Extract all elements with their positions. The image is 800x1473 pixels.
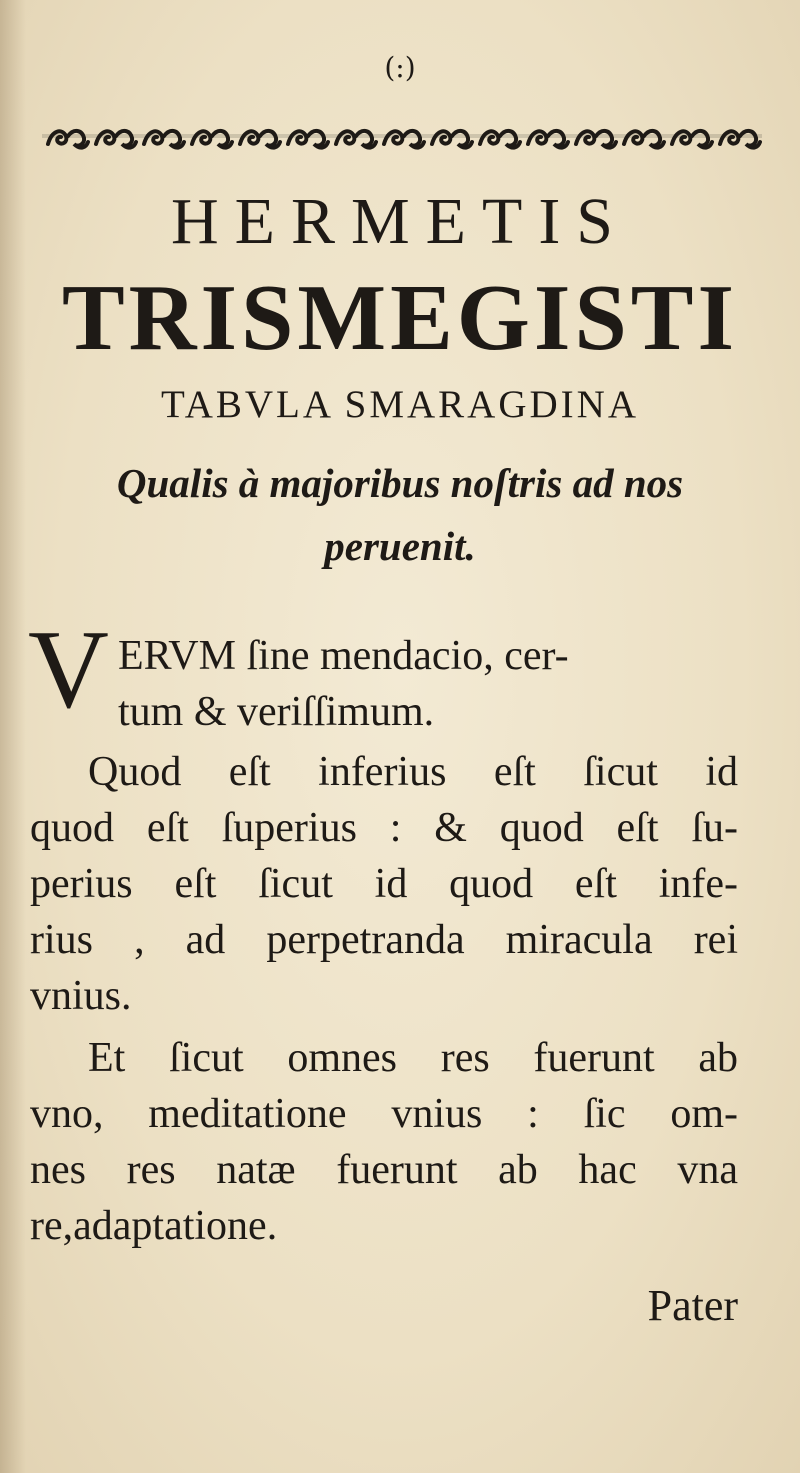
fleuron-ornament [96, 131, 136, 148]
title-trismegisti: TRISMEGISTI [61, 266, 739, 370]
fleuron-ornament [720, 131, 760, 148]
paragraph-3-line: nes res natæ fuerunt ab hac vna [30, 1147, 738, 1193]
fleuron-ornament [48, 131, 88, 148]
paragraph-3-line: Et ſicut omnes res fuerunt ab [88, 1035, 738, 1081]
fleuron-ornament [528, 131, 568, 148]
fleuron-ornament [144, 131, 184, 148]
paragraph-1-line-1: ERVM ſine mendacio, cer- [118, 633, 569, 679]
paragraph-2-line: rius , ad perpetranda miracula rei [30, 917, 738, 963]
fleuron-ornament [624, 131, 664, 148]
fleuron-ornament [192, 131, 232, 148]
signature-mark: (:) [384, 51, 416, 84]
fleuron-ornament [480, 131, 520, 148]
fleuron-ornament [384, 131, 424, 148]
paragraph-2-line: quod eſt ſuperius : & quod eſt ſu- [30, 805, 738, 851]
subtitle-line-1: Qualis à majoribus noſtris ad nos [116, 460, 684, 506]
fleuron-ornament [336, 131, 376, 148]
fleuron-ornament [432, 131, 472, 148]
fleuron-ornament [576, 131, 616, 148]
paragraph-2-line: Quod eſt inferius eſt ſicut id [88, 749, 738, 795]
fleuron-ornament [288, 131, 328, 148]
paragraph-2-line: perius eſt ſicut id quod eſt infe- [30, 861, 738, 907]
fleuron-ornament [672, 131, 712, 148]
title-hermetis: HERMETIS [171, 185, 629, 258]
subtitle-line-2: peruenit. [324, 523, 476, 569]
printers-ornament-band [42, 120, 762, 160]
paragraph-1-line-2: tum & veriſſimum. [118, 689, 435, 735]
catchword: Pater [647, 1281, 738, 1330]
title-tabula-smaragdina: TABVLA SMARAGDINA [161, 383, 639, 426]
fleuron-ornament [240, 131, 280, 148]
paragraph-2-line: vnius. [30, 973, 132, 1019]
paragraph-3-line: vno, meditatione vnius : ſic om- [30, 1091, 738, 1137]
paragraph-3-line: re,adaptatione. [30, 1203, 278, 1249]
drop-capital: V [28, 608, 109, 732]
